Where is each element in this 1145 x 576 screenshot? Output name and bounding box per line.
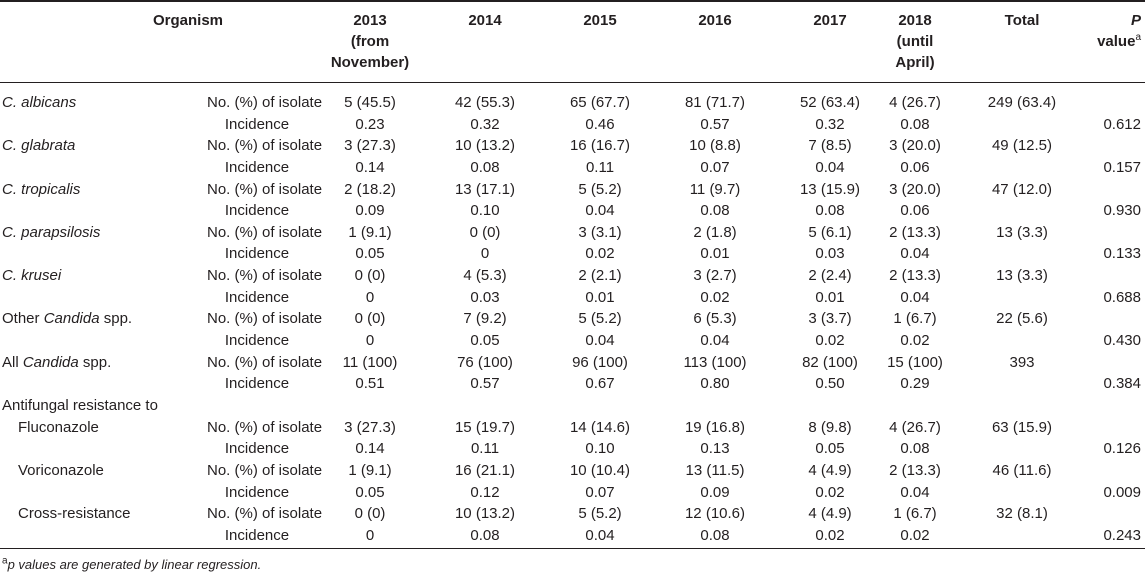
year-value-cell: 0.04	[585, 526, 615, 544]
year-value-cell: 0.08	[900, 440, 930, 458]
bottom-rule	[0, 548, 1145, 549]
year-value-cell: 82 (100)	[802, 353, 858, 371]
year-value-cell: 0.03	[470, 288, 500, 306]
header-year-2015	[545, 10, 655, 31]
year-value-cell: 2 (18.2)	[344, 180, 396, 198]
year-value-cell: 0.13	[700, 440, 730, 458]
year-value-cell: 0.04	[900, 288, 930, 306]
header-organism: Organism	[152, 12, 224, 29]
year-value-cell: 0.10	[470, 202, 500, 220]
header-year-line: 2017	[813, 12, 847, 29]
year-value-cell: 4 (26.7)	[889, 418, 941, 436]
p-value-cell: 0.133	[1103, 245, 1141, 263]
year-value-cell: 4 (4.9)	[808, 461, 852, 479]
p-value-cell: 0.009	[1103, 483, 1141, 501]
year-value-cell: 0 (0)	[354, 505, 386, 523]
year-value-cell: 0.02	[815, 483, 845, 501]
metric-cell: Incidence	[224, 245, 290, 263]
metric-cell: No. (%) of isolate	[207, 310, 323, 328]
year-value-cell: 12 (10.6)	[684, 505, 746, 523]
year-value-cell: 0.11	[470, 440, 500, 458]
table-row	[0, 92, 1145, 114]
footnote	[2, 556, 261, 574]
year-value-cell: 52 (63.4)	[799, 94, 861, 111]
year-value-cell: 0	[365, 288, 375, 306]
year-value-cell: 2 (13.3)	[889, 461, 941, 479]
metric-cell: No. (%) of isolate	[207, 461, 323, 479]
year-value-cell: 0.06	[900, 202, 930, 220]
year-value-cell: 3 (2.7)	[693, 267, 737, 285]
year-value-cell: 0.57	[470, 375, 500, 393]
header-year-line: 2015	[583, 12, 617, 29]
year-value-cell: 0.02	[815, 332, 845, 350]
table-row	[0, 200, 1145, 222]
header-total: Total	[1004, 12, 1040, 29]
header-p-value	[1081, 10, 1141, 52]
year-value-cell: 13 (17.1)	[454, 180, 516, 198]
table-row	[0, 373, 1145, 395]
year-value-cell: 0.11	[585, 158, 615, 176]
year-value-cell: 0 (0)	[354, 310, 386, 328]
year-value-cell: 3 (27.3)	[344, 418, 396, 436]
header-year-line: 2016	[698, 12, 732, 29]
header-year-line: (until	[896, 33, 934, 50]
metric-cell: No. (%) of isolate	[207, 505, 323, 523]
year-value-cell: 0.03	[815, 245, 845, 263]
table-row	[0, 135, 1145, 157]
year-value-cell: 11 (100)	[342, 353, 398, 371]
year-value-cell: 0.02	[700, 288, 730, 306]
total-cell: 13 (3.3)	[996, 267, 1048, 285]
year-value-cell: 7 (9.2)	[463, 310, 507, 328]
year-value-cell: 2 (13.3)	[889, 267, 941, 285]
p-value-cell: 0.430	[1103, 332, 1141, 350]
year-value-cell: 0.07	[585, 483, 615, 501]
year-value-cell: 7 (8.5)	[808, 137, 852, 155]
top-rule	[0, 0, 1145, 2]
total-cell: 63 (15.9)	[991, 418, 1053, 436]
year-value-cell: 0.04	[700, 332, 730, 350]
year-value-cell: 0.02	[900, 332, 930, 350]
total-cell: 46 (11.6)	[992, 461, 1052, 479]
organism-cell: Fluconazole	[18, 418, 99, 436]
year-value-cell: 0.46	[585, 115, 615, 133]
table-row	[0, 265, 1145, 287]
metric-cell: Incidence	[224, 202, 290, 220]
header-year-line: 2013	[353, 12, 387, 29]
year-value-cell: 1 (6.7)	[893, 505, 937, 523]
year-value-cell: 3 (3.1)	[578, 223, 622, 241]
year-value-cell: 96 (100)	[572, 353, 628, 371]
year-value-cell: 16 (16.7)	[569, 137, 631, 155]
organism-cell: Cross-resistance	[18, 505, 131, 523]
table-row	[0, 243, 1145, 265]
header-year-line: April)	[895, 54, 935, 71]
year-value-cell: 0.12	[470, 483, 500, 501]
year-value-cell: 4 (26.7)	[889, 94, 941, 111]
year-value-cell: 0.23	[355, 115, 385, 133]
year-value-cell: 3 (27.3)	[344, 137, 396, 155]
year-value-cell: 19 (16.8)	[684, 418, 746, 436]
year-value-cell: 5 (5.2)	[578, 505, 622, 523]
year-value-cell: 0.04	[900, 483, 930, 501]
table-row	[0, 503, 1145, 525]
total-cell: 249 (63.4)	[987, 94, 1057, 111]
table-row	[0, 114, 1145, 136]
total-cell: 49 (12.5)	[991, 137, 1053, 155]
year-value-cell: 0.05	[355, 483, 385, 501]
p-value-cell: 0.384	[1103, 375, 1141, 393]
year-value-cell: 0.01	[585, 288, 615, 306]
year-value-cell: 42 (55.3)	[454, 94, 516, 111]
year-value-cell: 2 (2.4)	[808, 267, 852, 285]
table-row	[0, 395, 1145, 417]
organism-cell: C. parapsilosis	[2, 223, 101, 241]
year-value-cell: 0.32	[470, 115, 500, 133]
p-value-cell: 0.243	[1103, 526, 1141, 544]
p-value-cell: 0.612	[1103, 115, 1141, 133]
table-row	[0, 222, 1145, 244]
total-cell: 22 (5.6)	[996, 310, 1048, 328]
metric-cell: No. (%) of isolate	[207, 180, 323, 198]
year-value-cell: 0.02	[900, 526, 930, 544]
year-value-cell: 0.08	[900, 115, 930, 133]
year-value-cell: 0.05	[470, 332, 500, 350]
year-value-cell: 0.50	[815, 375, 845, 393]
year-value-cell: 14 (14.6)	[569, 418, 631, 436]
p-value-cell: 0.930	[1103, 202, 1141, 220]
year-value-cell: 8 (9.8)	[808, 418, 852, 436]
table-row	[0, 157, 1145, 179]
header-year-2014	[430, 10, 540, 31]
header-p-footnote-mark: a	[1135, 32, 1141, 43]
p-value-cell: 0.688	[1103, 288, 1141, 306]
metric-cell: Incidence	[224, 332, 290, 350]
year-value-cell: 0.08	[470, 526, 500, 544]
metric-cell: No. (%) of isolate	[207, 267, 323, 285]
total-cell: 393	[1009, 353, 1035, 371]
year-value-cell: 0	[480, 245, 490, 263]
organism-cell: C. glabrata	[2, 137, 76, 155]
footnote-text: p values are generated by linear regression.	[7, 557, 262, 572]
year-value-cell: 2 (2.1)	[578, 267, 622, 285]
year-value-cell: 0.05	[355, 245, 385, 263]
organism-cell: C. tropicalis	[2, 180, 81, 198]
year-value-cell: 0.14	[355, 440, 385, 458]
header-year-2013	[315, 10, 425, 73]
year-value-cell: 10 (13.2)	[454, 137, 516, 155]
year-value-cell: 10 (8.8)	[689, 137, 741, 155]
table-row	[0, 417, 1145, 439]
year-value-cell: 81 (71.7)	[684, 94, 746, 111]
table-row	[0, 352, 1145, 374]
year-value-cell: 11 (9.7)	[689, 180, 741, 198]
footnote-mark: a	[2, 555, 8, 567]
p-value-cell: 0.126	[1103, 440, 1141, 458]
year-value-cell: 0.06	[900, 158, 930, 176]
year-value-cell: 4 (5.3)	[463, 267, 507, 285]
year-value-cell: 5 (5.2)	[578, 180, 622, 198]
table-row	[0, 179, 1145, 201]
header-year-line: November)	[330, 54, 410, 71]
header-p-letter: P	[1130, 12, 1141, 29]
header-rule	[0, 82, 1145, 83]
year-value-cell: 0.08	[700, 526, 730, 544]
header-year-line: 2014	[468, 12, 502, 29]
metric-cell: No. (%) of isolate	[207, 418, 323, 436]
year-value-cell: 0.14	[355, 158, 385, 176]
year-value-cell: 13 (11.5)	[685, 461, 745, 479]
header-year-2016	[660, 10, 770, 31]
year-value-cell: 10 (13.2)	[454, 505, 516, 523]
table-body	[0, 92, 1145, 546]
header-year-line: (from	[350, 33, 390, 50]
header-year-2018	[860, 10, 970, 73]
year-value-cell: 0.01	[815, 288, 845, 306]
year-value-cell: 0.09	[355, 202, 385, 220]
year-value-cell: 16 (21.1)	[454, 461, 516, 479]
year-value-cell: 0.32	[815, 115, 845, 133]
year-value-cell: 0.05	[815, 440, 845, 458]
organism-cell: All Candida spp.	[2, 353, 112, 371]
year-value-cell: 4 (4.9)	[808, 505, 852, 523]
organism-cell: Other Candida spp.	[2, 310, 133, 328]
metric-cell: Incidence	[224, 526, 290, 544]
p-value-cell: 0.157	[1103, 158, 1141, 176]
year-value-cell: 0.04	[585, 332, 615, 350]
year-value-cell: 3 (20.0)	[889, 137, 941, 155]
year-value-cell: 2 (13.3)	[889, 223, 941, 241]
year-value-cell: 0.07	[700, 158, 730, 176]
header-year-line: 2018	[898, 12, 932, 29]
year-value-cell: 15 (100)	[887, 353, 943, 371]
year-value-cell: 2 (1.8)	[693, 223, 737, 241]
year-value-cell: 0.04	[900, 245, 930, 263]
year-value-cell: 1 (9.1)	[348, 223, 392, 241]
year-value-cell: 0.09	[700, 483, 730, 501]
year-value-cell: 0 (0)	[469, 223, 501, 241]
year-value-cell: 5 (5.2)	[578, 310, 622, 328]
year-value-cell: 5 (45.5)	[344, 94, 396, 111]
table-row	[0, 525, 1145, 547]
table-row	[0, 330, 1145, 352]
total-cell: 32 (8.1)	[996, 505, 1048, 523]
metric-cell: Incidence	[224, 375, 290, 393]
year-value-cell: 0.57	[700, 115, 730, 133]
metric-cell: Incidence	[224, 115, 290, 133]
metric-cell: Incidence	[224, 158, 290, 176]
organism-cell: C. krusei	[2, 267, 62, 285]
year-value-cell: 0.29	[900, 375, 930, 393]
year-value-cell: 10 (10.4)	[569, 461, 631, 479]
table-row	[0, 287, 1145, 309]
total-cell: 13 (3.3)	[996, 223, 1048, 241]
metric-cell: No. (%) of isolate	[207, 353, 323, 371]
table-row	[0, 482, 1145, 504]
organism-cell: Voriconazole	[18, 461, 104, 479]
metric-cell: Incidence	[224, 288, 290, 306]
year-value-cell: 0	[365, 332, 375, 350]
metric-cell: Incidence	[224, 483, 290, 501]
year-value-cell: 3 (20.0)	[889, 180, 941, 198]
year-value-cell: 0 (0)	[354, 267, 386, 285]
year-value-cell: 0.08	[815, 202, 845, 220]
table-row	[0, 308, 1145, 330]
year-value-cell: 0.04	[815, 158, 845, 176]
year-value-cell: 0.51	[355, 375, 385, 393]
metric-cell: Incidence	[224, 440, 290, 458]
year-value-cell: 0	[365, 526, 375, 544]
organism-cell: C. albicans	[2, 94, 77, 111]
year-value-cell: 0.08	[470, 158, 500, 176]
metric-cell: No. (%) of isolate	[207, 137, 323, 155]
table-row	[0, 460, 1145, 482]
year-value-cell: 3 (3.7)	[808, 310, 852, 328]
year-value-cell: 113 (100)	[683, 353, 747, 371]
year-value-cell: 1 (9.1)	[348, 461, 392, 479]
year-value-cell: 76 (100)	[457, 353, 513, 371]
year-value-cell: 13 (15.9)	[799, 180, 861, 198]
year-value-cell: 5 (6.1)	[808, 223, 852, 241]
year-value-cell: 0.02	[815, 526, 845, 544]
organism-cell: Antifungal resistance to	[2, 396, 158, 414]
year-value-cell: 0.01	[700, 245, 730, 263]
year-value-cell: 0.10	[585, 440, 615, 458]
metric-cell: No. (%) of isolate	[207, 223, 323, 241]
year-value-cell: 0.02	[585, 245, 615, 263]
total-cell: 47 (12.0)	[991, 180, 1053, 198]
metric-cell: No. (%) of isolate	[207, 94, 323, 111]
year-value-cell: 0.80	[700, 375, 730, 393]
year-value-cell: 65 (67.7)	[569, 94, 631, 111]
year-value-cell: 0.67	[585, 375, 615, 393]
year-value-cell: 15 (19.7)	[454, 418, 516, 436]
year-value-cell: 0.08	[700, 202, 730, 220]
year-value-cell: 0.04	[585, 202, 615, 220]
header-value-word: value	[1097, 33, 1136, 50]
table-row	[0, 438, 1145, 460]
year-value-cell: 1 (6.7)	[893, 310, 937, 328]
year-value-cell: 6 (5.3)	[693, 310, 737, 328]
